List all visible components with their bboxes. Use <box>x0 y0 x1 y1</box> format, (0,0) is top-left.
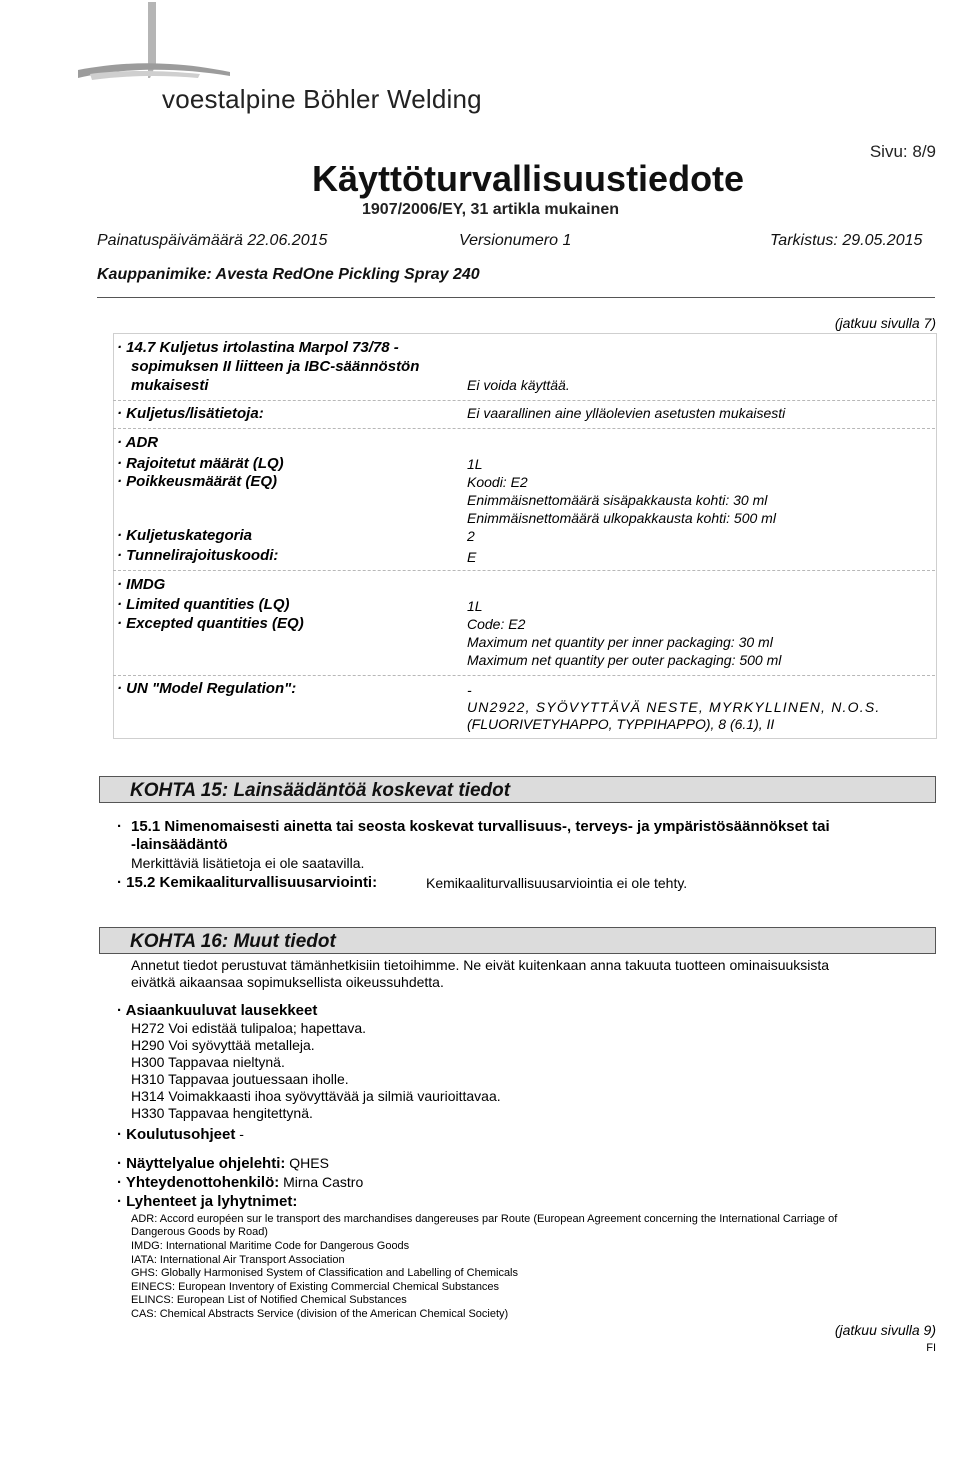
abbreviation-line: EINECS: European Inventory of Existing Commercial Chemical Substances <box>131 1281 500 1293</box>
un-shipping-detail: (FLUORIVETYHAPPO, TYPPIHAPPO), 8 (6.1), II <box>467 716 775 732</box>
imdg-lq-value: 1L <box>467 598 483 614</box>
row-divider <box>113 570 935 571</box>
additional-info-value: Ei vaarallinen aine ylläolevien asetusten mukaisesti <box>467 405 786 421</box>
section-16-intro-1: Annetut tiedot perustuvat tämänhetkisiin tietoihimme. Ne eivät kuitenkaan anna takuuta tuotteen ominaisuuksista <box>131 957 830 973</box>
section-15-1-title-cont: -lainsäädäntö <box>131 836 228 853</box>
section-15-2-text: Kemikaaliturvallisuusarviointia ei ole tehty. <box>426 875 688 891</box>
language-code: FI <box>926 1342 936 1354</box>
row-divider <box>113 675 935 676</box>
section-15-1-bullet: · <box>117 818 122 835</box>
un-shipping-name: UN2922, SYÖVYTTÄVÄ NESTE, MYRKYLLINEN, N.O.S. <box>467 699 881 715</box>
regulation-reference: 1907/2006/EY, 31 artikla mukainen <box>362 201 620 218</box>
sds-department-row <box>117 1155 329 1173</box>
section-16-intro-2: eivätkä aikaansaa sopimuksellista oikeussuhdetta. <box>131 974 444 990</box>
row-divider <box>113 400 935 401</box>
imdg-eq-inner: Maximum net quantity per inner packaging: 30 ml <box>467 634 773 650</box>
adr-lq-value: 1L <box>467 456 483 472</box>
abbreviation-line: CAS: Chemical Abstracts Service (division of the American Chemical Society) <box>131 1308 509 1320</box>
adr-lq-label: · Rajoitetut määrät (LQ) <box>117 455 284 472</box>
abbreviation-line: IATA: International Air Transport Association <box>131 1254 345 1266</box>
section-15-1-title: 15.1 Nimenomaisesti ainetta tai seosta koskevat turvallisuus-, terveys- ja ympäristösäännökset tai <box>131 818 830 835</box>
transport-category-label: · Kuljetuskategoria <box>117 527 253 544</box>
imdg-eq-code: Code: E2 <box>467 616 526 632</box>
abbreviation-line: ADR: Accord européen sur le transport des marchandises dangereuses par Route (European Agreement concerning the International Carriage of <box>131 1213 838 1225</box>
section-15-heading: KOHTA 15: Lainsäädäntöä koskevat tiedot <box>99 776 936 803</box>
revision-date: Tarkistus: 29.05.2015 <box>770 232 923 249</box>
abbreviation-line: Dangerous Goods by Road) <box>131 1226 268 1238</box>
adr-eq-label: · Poikkeusmäärät (EQ) <box>117 473 278 490</box>
abbreviation-line: GHS: Globally Harmonised System of Classification and Labelling of Chemicals <box>131 1267 519 1279</box>
version-number: Versionumero 1 <box>459 232 572 249</box>
training-title: · Koulutusohjeet <box>117 1126 236 1143</box>
row-divider <box>113 428 935 429</box>
abbreviation-line: ELINCS: European List of Notified Chemical Substances <box>131 1294 407 1306</box>
h-phrase: H300 Tappavaa nieltynä. <box>131 1054 285 1070</box>
print-date: Painatuspäivämäärä 22.06.2015 <box>97 232 328 249</box>
training-row <box>117 1126 244 1144</box>
page-number: Sivu: 8/9 <box>869 142 936 161</box>
tunnel-code-value: E <box>467 549 477 565</box>
h-phrase: H310 Tappavaa joutuessaan iholle. <box>131 1071 349 1087</box>
tunnel-code-label: · Tunnelirajoituskoodi: <box>117 547 279 564</box>
h-phrase: H272 Voi edistää tulipaloa; hapettava. <box>131 1020 367 1036</box>
imdg-lq-label: · Limited quantities (LQ) <box>117 596 290 613</box>
contact-row <box>117 1174 363 1192</box>
adr-label: · ADR <box>117 434 159 451</box>
marpol-value: Ei voida käyttää. <box>467 377 570 393</box>
sds-department-value: QHES <box>285 1155 329 1171</box>
h-phrase: H330 Tappavaa hengitettynä. <box>131 1105 313 1121</box>
adr-eq-code: Koodi: E2 <box>467 474 528 490</box>
h-phrase: H290 Voi syövyttää metalleja. <box>131 1037 315 1053</box>
abbreviations-title: · Lyhenteet ja lyhytnimet: <box>117 1193 298 1210</box>
adr-eq-inner: Enimmäisnettomäärä sisäpakkausta kohti: 30 ml <box>467 492 768 508</box>
section-15-1-text: Merkittäviä lisätietoja ei ole saatavilla. <box>131 855 365 871</box>
training-value: - <box>235 1126 244 1142</box>
brand-name: voestalpine Böhler Welding <box>162 84 482 114</box>
un-model-regulation-dash: - <box>467 682 472 698</box>
additional-info-label: · Kuljetus/lisätietoja: <box>117 405 264 422</box>
trade-name: Kauppanimike: Avesta RedOne Pickling Spray 240 <box>97 266 480 283</box>
header-divider <box>97 297 935 298</box>
abbreviation-line: IMDG: International Maritime Code for Dangerous Goods <box>131 1240 410 1252</box>
document-title: Käyttöturvallisuustiedote <box>312 158 745 199</box>
marpol-label-line-3: mukaisesti <box>131 377 209 394</box>
transport-category-value: 2 <box>467 528 475 544</box>
marpol-label-line-2: sopimuksen II liitteen ja IBC-säännöstön <box>131 358 420 375</box>
brand-logo-swoosh-icon <box>70 0 240 90</box>
relevant-phrases-title: · Asiaankuuluvat lausekkeet <box>117 1002 318 1019</box>
un-model-regulation-label: · UN "Model Regulation": <box>117 680 297 697</box>
contact-title: · Yhteydenottohenkilö: <box>117 1174 280 1191</box>
marpol-label-line-1: · 14.7 Kuljetus irtolastina Marpol 73/78 - <box>117 339 399 356</box>
imdg-eq-label: · Excepted quantities (EQ) <box>117 615 304 632</box>
h-phrase: H314 Voimakkaasti ihoa syövyttävää ja silmiä vaurioittavaa. <box>131 1088 501 1104</box>
continued-from: (jatkuu sivulla 7) <box>834 315 936 331</box>
sds-department-title: · Näyttelyalue ohjelehti: <box>117 1155 286 1172</box>
imdg-label: · IMDG <box>117 576 166 593</box>
continued-to: (jatkuu sivulla 9) <box>834 1322 936 1338</box>
imdg-eq-outer: Maximum net quantity per outer packaging: 500 ml <box>467 652 782 668</box>
contact-value: Mirna Castro <box>279 1174 364 1190</box>
section-16-heading: KOHTA 16: Muut tiedot <box>99 927 936 954</box>
adr-eq-outer: Enimmäisnettomäärä ulkopakkausta kohti: 500 ml <box>467 510 776 526</box>
section-15-2-title: · 15.2 Kemikaaliturvallisuusarviointi: <box>117 874 378 891</box>
